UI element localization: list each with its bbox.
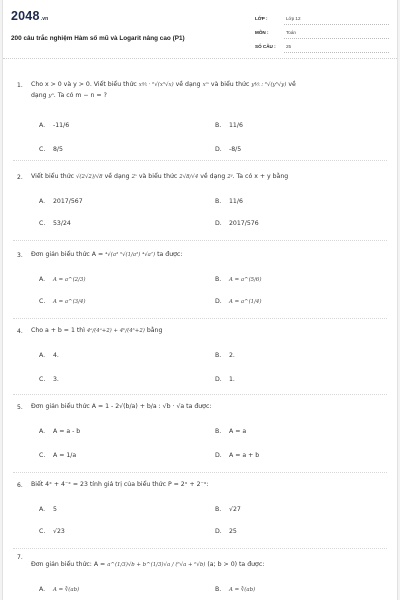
question-1-option-a[interactable]: A. -11/6 [39,122,70,129]
question-1-option-c[interactable]: C. 8/5 [39,146,63,153]
question-6-option-d[interactable]: D. 25 [215,528,237,535]
question-3-option-d[interactable]: D. A = a^(1/4) [215,298,262,305]
question-7-text: Đơn giản biểu thức: A = a^(1/3)√b + b^(1/3)√a / (⁶√a + ⁶√b) (a; b > 0) ta được: [31,561,265,568]
question-5-text: Đơn giản biểu thức A = 1 - 2√(b/a) + b/a : √b · √a ta được: [31,403,212,410]
meta-subject: MÔN : Toán [255,28,395,42]
document-header [3,0,397,58]
question-4-option-d[interactable]: D. 1. [215,376,235,383]
question-1-option-b[interactable]: B. 11/6 [215,122,243,129]
header-divider [3,58,397,59]
question-3-option-b[interactable]: B. A = a^(5/6) [215,276,262,283]
question-3-option-a[interactable]: A. A = a^(2/3) [39,276,86,283]
document-page: 2048.vn 200 câu trắc nghiệm Hàm số mũ và Logarit nâng cao (P1) LỚP : Lớp 12 MÔN : Toán SỐ CÂU : 25 1. Cho x > 0 và y > 0. Viết biểu thức x⅘ · ⁶√(x⁵√x) về dạng xᵐ và biểu thức y⅘ : ⁶√(y⁵√y) về dạng yⁿ. Ta có m − n = ? A. -11/6 B. 11/6 C. 8/5 D. -8/5 2. Viết biểu thức √(2√2)/√8 về dạng 2ˣ và biểu thức 2√8/√4 về dạng 2ʸ. Ta có x + y bằng A. 2017/567 B. 11/6 C. 53/24 D. 2017/576 3. Đơn giản biểu thức A = ⁴√(a³ ⁵√(1/a²) ⁴√a⁷) ta được: A. A = a^(2/3) B. A = a^(5/6) C. A = a^(3/4) D. A = a^(1/4) 4. Cho a + b = 1 thì 4ᵃ/(4ᵃ+2) + 4ᵇ/(4ᵇ+2) bằng A. 4. B. 2. C. 3. D. 1. 5. Đơn giản biểu thức A = 1 - 2√(b/a) + b/a : √b · √a ta được: A. A = a - b B. A = a C. A = 1/a D. A = a + b 6. Biết 4ˣ + 4⁻ˣ = 23 tính giá trị của biểu thức P = 2ˣ + 2⁻ˣ: A. 5 B. √27 C. √23 D. 25 7. Đơn giản biểu thức: A = a^(1/3)√b + b^(1/3)√a / (⁶√a + ⁶√b) (a; b > 0) ta được: A. A = ∛(ab) B. A = ∛(ab) [2,0,398,600]
site-logo[interactable]: 2048.vn [11,9,49,23]
meta-grade: LỚP : Lớp 12 [255,14,395,28]
question-2-option-b[interactable]: B. 11/6 [215,198,243,205]
question-5-option-d[interactable]: D. A = a + b [215,452,260,459]
question-4-option-a[interactable]: A. 4. [39,352,59,359]
question-7-option-b[interactable]: B. A = ∛(ab) [215,586,256,593]
question-4-option-b[interactable]: B. 2. [215,352,235,359]
question-5-option-c[interactable]: C. A = 1/a [39,452,77,459]
question-6-option-a[interactable]: A. 5 [39,506,57,513]
question-2-option-a[interactable]: A. 2017/567 [39,198,83,205]
question-1-option-d[interactable]: D. -8/5 [215,146,242,153]
question-5-option-a[interactable]: A. A = a - b [39,428,81,435]
meta-question-count: SỐ CÂU : 25 [255,42,395,56]
question-divider [13,472,387,473]
question-6-text: Biết 4ˣ + 4⁻ˣ = 23 tính giá trị của biểu thức P = 2ˣ + 2⁻ˣ: [31,481,209,488]
question-6-option-c[interactable]: C. √23 [39,528,65,535]
question-2-text: Viết biểu thức √(2√2)/√8 về dạng 2ˣ và biểu thức 2√8/√4 về dạng 2ʸ. Ta có x + y bằng [31,173,289,180]
question-4-text: Cho a + b = 1 thì 4ᵃ/(4ᵃ+2) + 4ᵇ/(4ᵇ+2) bằng [31,327,163,334]
question-2-option-c[interactable]: C. 53/24 [39,220,71,227]
question-divider [13,548,387,549]
question-1-text: Cho x > 0 và y > 0. Viết biểu thức x⅘ · ⁶√(x⁵√x) về dạng xᵐ và biểu thức y⅘ : ⁶√(y⁵√y) về dạng yⁿ. Ta có m − n = ? [31,81,296,99]
document-title: 200 câu trắc nghiệm Hàm số mũ và Logarit nâng cao (P1) [11,35,185,42]
document-meta [255,14,395,56]
question-divider [13,394,387,395]
question-2-option-d[interactable]: D. 2017/576 [215,220,259,227]
question-3-option-c[interactable]: C. A = a^(3/4) [39,298,86,305]
question-divider [13,240,387,241]
question-4-option-c[interactable]: C. 3. [39,376,59,383]
question-divider [13,318,387,319]
question-6-option-b[interactable]: B. √27 [215,506,241,513]
question-5-option-b[interactable]: B. A = a [215,428,247,435]
question-divider [13,160,387,161]
question-7-option-a[interactable]: A. A = ∛(ab) [39,586,80,593]
question-3-text: Đơn giản biểu thức A = ⁴√(a³ ⁵√(1/a²) ⁴√a⁷) ta được: [31,251,183,258]
